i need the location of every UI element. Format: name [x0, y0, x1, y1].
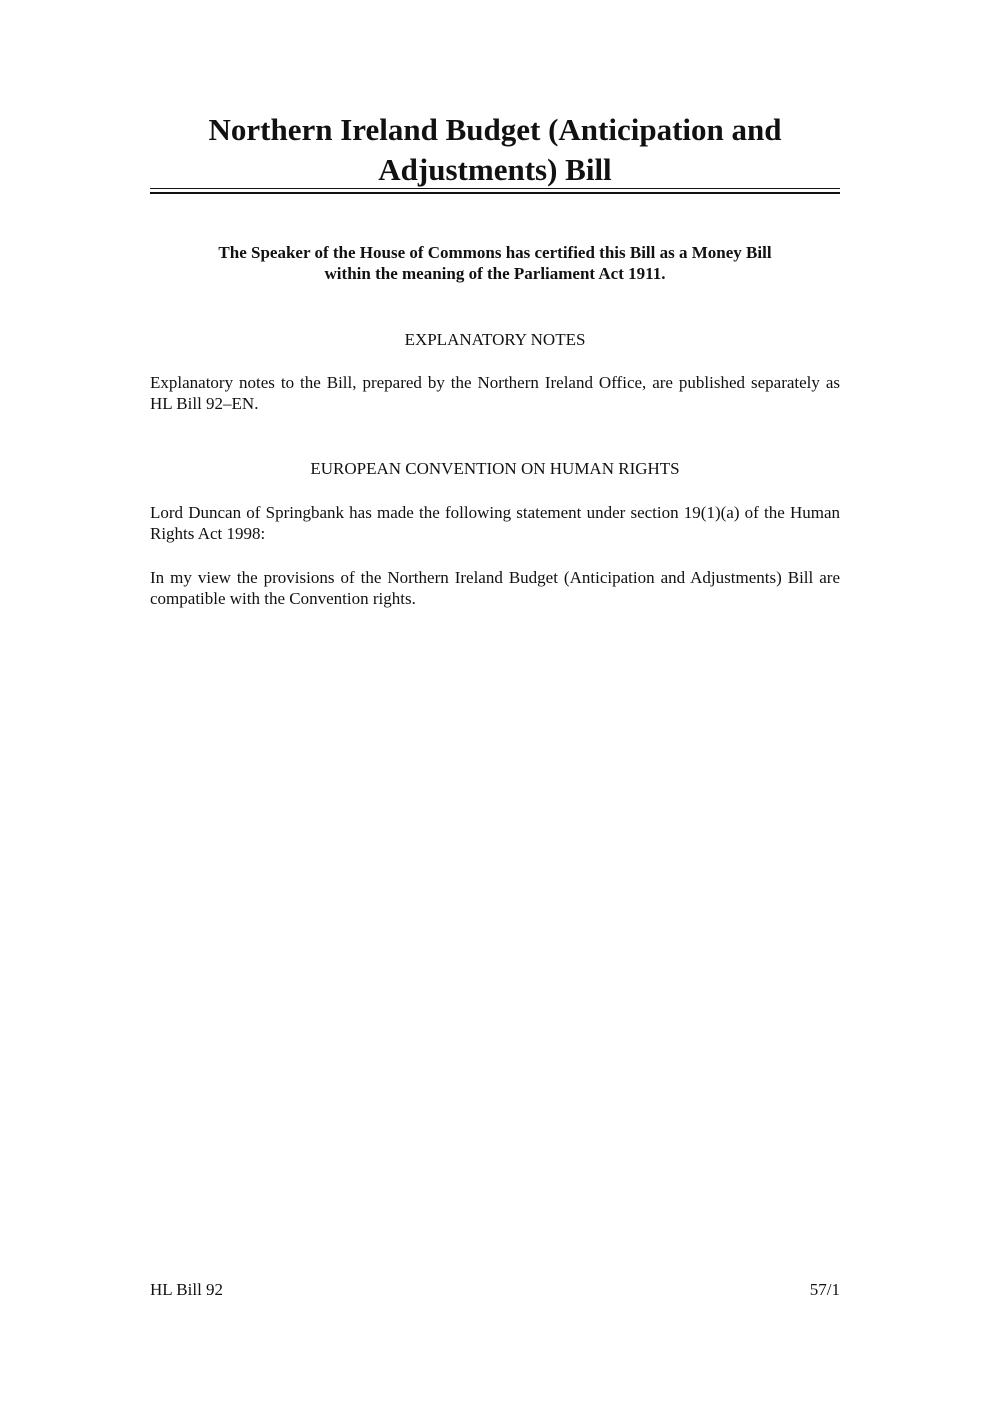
title-rule-thin: [150, 188, 840, 189]
echr-statement: In my view the provisions of the Northern Ireland Budget (Anticipation and Adjustments) Bill are compatible with the Convention rights.: [150, 568, 840, 608]
certificate-line-2: within the meaning of the Parliament Act 1911.: [324, 264, 666, 283]
footer-session-reference: 57/1: [809, 1280, 840, 1299]
bill-title: [150, 110, 840, 190]
bill-title-line-1: Northern Ireland Budget (Anticipation and: [208, 112, 782, 147]
footer-bill-reference: HL Bill 92: [150, 1280, 224, 1299]
certificate-line-1: The Speaker of the House of Commons has certified this Bill as a Money Bill: [218, 243, 772, 262]
echr-heading: EUROPEAN CONVENTION ON HUMAN RIGHTS: [310, 459, 680, 478]
bill-title-line-2: Adjustments) Bill: [378, 152, 612, 187]
explanatory-notes-text: Explanatory notes to the Bill, prepared by the Northern Ireland Office, are published separately as HL Bill 92–EN.: [150, 373, 840, 413]
title-rule-thick: [150, 192, 840, 194]
money-bill-certificate: [150, 242, 840, 284]
echr-statement-intro: Lord Duncan of Springbank has made the following statement under section 19(1)(a) of the Human Rights Act 1998:: [150, 503, 840, 543]
explanatory-notes-heading: EXPLANATORY NOTES: [404, 330, 586, 349]
